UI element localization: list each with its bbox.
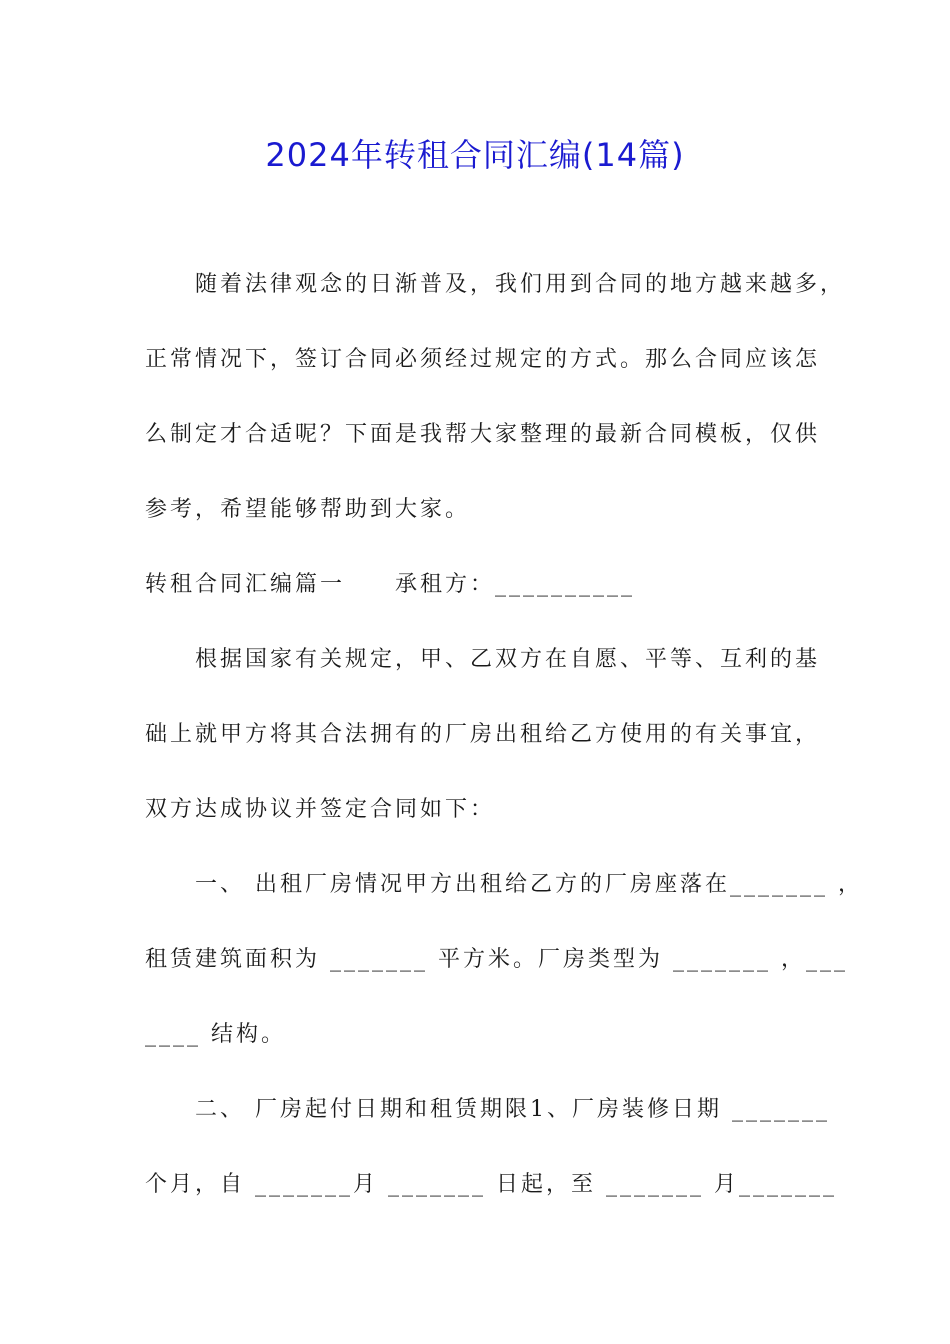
clause-line: ____ 结构。 — [145, 1022, 286, 1047]
paragraph-line: 根据国家有关规定，甲、乙双方在自愿、平等、互利的基 — [195, 647, 821, 672]
paragraph-line: 随着法律观念的日渐普及，我们用到合同的地方越来越多， — [195, 272, 846, 297]
paragraph-line: 础上就甲方将其合法拥有的厂房出租给乙方使用的有关事宜， — [145, 722, 821, 747]
clause-line: 二、 厂房起付日期和租赁期限1、厂房装修日期 _______ — [195, 1097, 830, 1122]
paragraph-line: 正常情况下，签订合同必须经过规定的方式。那么合同应该怎 — [145, 347, 821, 372]
paragraph-line: 双方达成协议并签定合同如下： — [145, 797, 496, 822]
section-heading-line: 转租合同汇编篇一 承租方：__________ — [145, 572, 636, 597]
document-title: 2024年转租合同汇编(14篇) — [265, 136, 685, 174]
clause-line: 租赁建筑面积为 _______ 平方米。厂房类型为 _______ ，___ — [145, 947, 848, 972]
clause-line: 一、 出租厂房情况甲方出租给乙方的厂房座落在_______ ， — [195, 872, 863, 897]
paragraph-line: 参考，希望能够帮助到大家。 — [145, 497, 471, 522]
paragraph-line: 么制定才合适呢？下面是我帮大家整理的最新合同模板，仅供 — [145, 422, 821, 447]
clause-line: 个月，自 _______月 _______ 日起，至 _______ 月_______ — [145, 1172, 837, 1197]
